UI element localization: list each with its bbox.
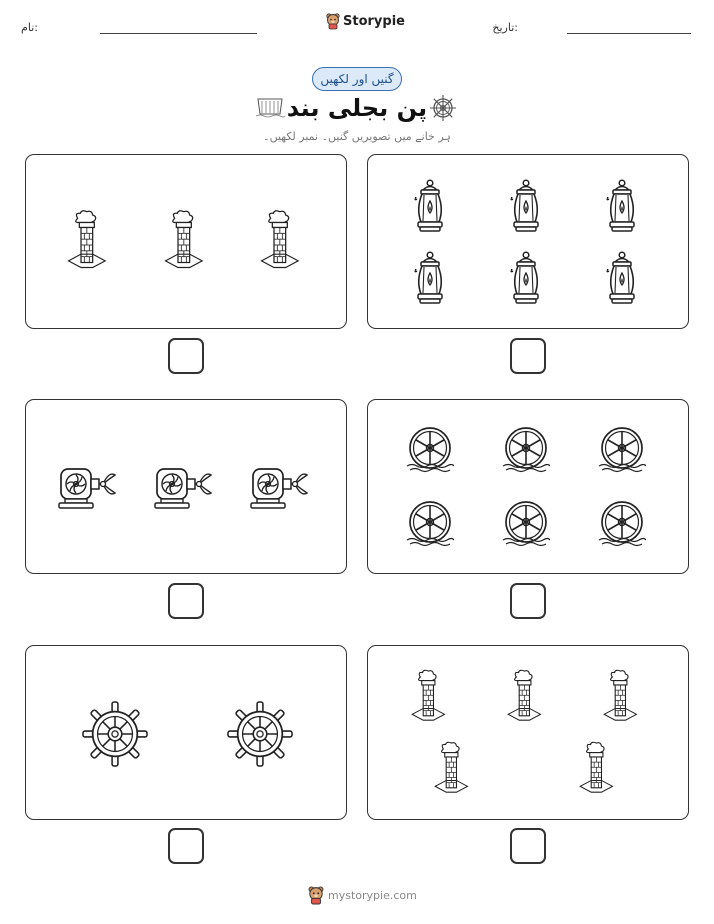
- water-wheel-icon: [406, 424, 454, 474]
- chimney-icon: [506, 666, 550, 726]
- ship-wheel-icon: [227, 701, 293, 767]
- name-line[interactable]: [100, 33, 257, 34]
- count-panel-turbines-3: [25, 399, 347, 574]
- turbine-generator-icon: [153, 463, 215, 511]
- water-wheel-icon: [502, 498, 550, 548]
- lantern-icon: [410, 251, 450, 305]
- chimney-icon: [259, 205, 309, 275]
- answer-box-1[interactable]: [168, 338, 204, 374]
- water-wheel-icon: [502, 424, 550, 474]
- lantern-icon: [506, 251, 546, 305]
- chimney-icon: [163, 205, 213, 275]
- page-title: پن بجلی بند: [286, 94, 428, 122]
- brand-logo: [326, 13, 405, 29]
- count-panel-waterwheels-6: [367, 399, 689, 574]
- ship-wheel-icon: [82, 701, 148, 767]
- chimney-icon: [578, 738, 622, 798]
- answer-box-6[interactable]: [510, 828, 546, 864]
- answer-box-3[interactable]: [168, 583, 204, 619]
- count-panel-chimneys-5: [367, 645, 689, 820]
- answer-box-4[interactable]: [510, 583, 546, 619]
- answer-box-2[interactable]: [510, 338, 546, 374]
- count-panel-lanterns-6: [367, 154, 689, 329]
- bear-mascot-icon: [326, 13, 340, 29]
- water-wheel-icon: [406, 498, 454, 548]
- chimney-icon: [66, 205, 116, 275]
- name-label: نام:: [21, 21, 38, 34]
- lantern-icon: [602, 179, 642, 233]
- instruction-text: ہر خانے میں تصویریں گنیں۔ نمبر لکھیں۔: [263, 130, 451, 143]
- chimney-icon: [602, 666, 646, 726]
- lantern-icon: [602, 251, 642, 305]
- lantern-icon: [506, 179, 546, 233]
- water-wheel-icon: [598, 498, 646, 548]
- date-line[interactable]: [567, 33, 691, 34]
- footer: [308, 886, 417, 904]
- chimney-icon: [433, 738, 477, 798]
- chimney-icon: [410, 666, 454, 726]
- answer-box-5[interactable]: [168, 828, 204, 864]
- ship-wheel-icon: [429, 94, 457, 122]
- count-panel-chimneys-3: [25, 154, 347, 329]
- bear-mascot-icon: [308, 886, 324, 904]
- footer-url[interactable]: mystorypie.com: [328, 888, 417, 902]
- date-label: تاریخ:: [492, 21, 518, 34]
- activity-badge: گنیں اور لکھیں: [312, 67, 402, 91]
- count-panel-shipwheels-2: [25, 645, 347, 820]
- lantern-icon: [410, 179, 450, 233]
- turbine-generator-icon: [57, 463, 119, 511]
- brand-name: Storypie: [343, 13, 405, 29]
- water-wheel-icon: [598, 424, 646, 474]
- turbine-generator-icon: [249, 463, 311, 511]
